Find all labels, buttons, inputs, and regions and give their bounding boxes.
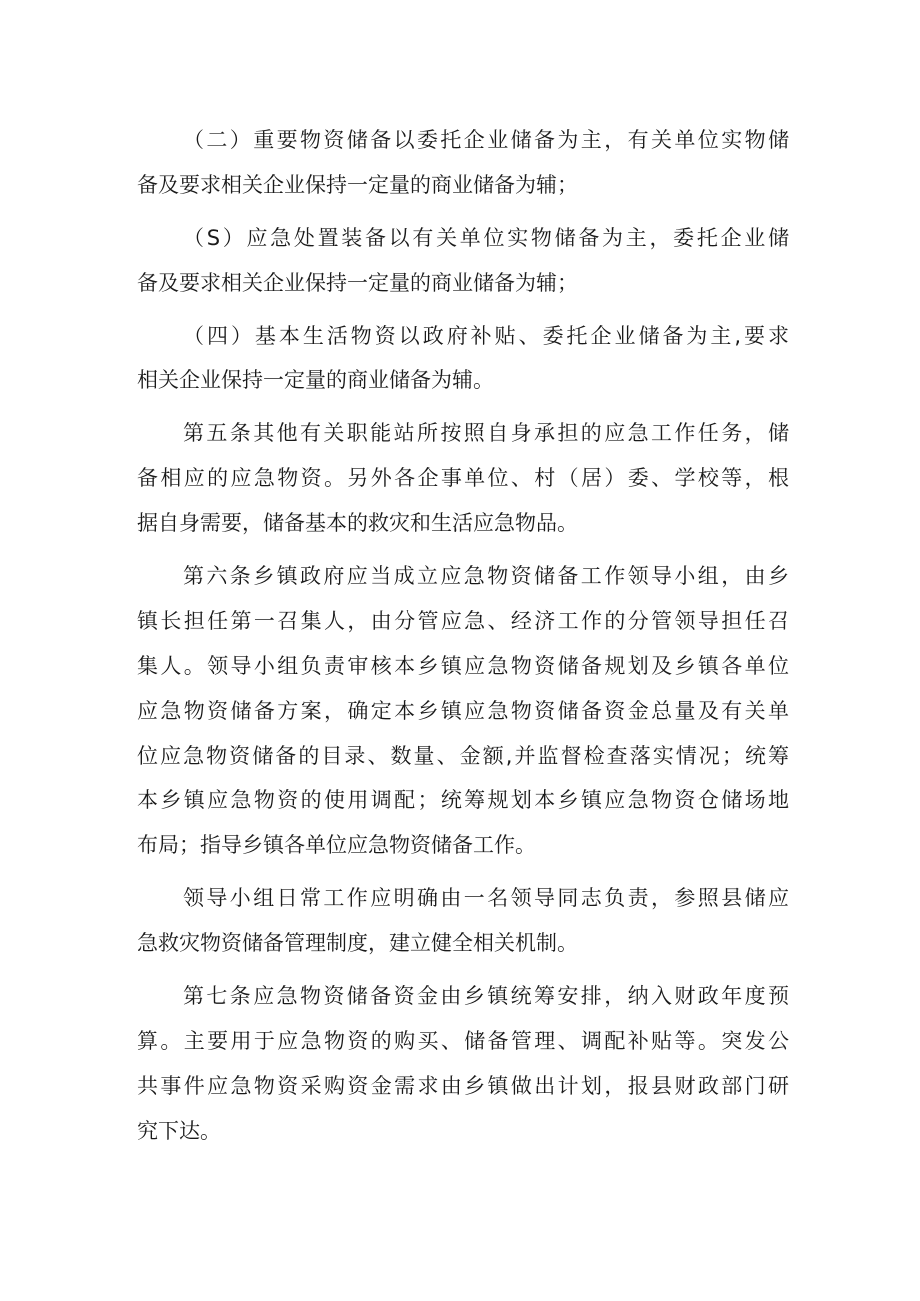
text-line: 算。主要用于应急物资的购买、储备管理、调配补贴等。突发公 xyxy=(137,1028,789,1053)
text-line: 相关企业保持一定量的商业储备为辅。 xyxy=(137,368,494,393)
text-line: 领导小组日常工作应明确由一名领导同志负责，参照县储应 xyxy=(183,886,789,911)
text-line: 究下达。 xyxy=(137,1118,221,1143)
text-line: 本乡镇应急物资的使用调配；统筹规划本乡镇应急物资仓储场地 xyxy=(137,788,789,813)
text-line: 备及要求相关企业保持一定量的商业储备为辅； xyxy=(137,172,578,197)
paragraph-article-5 xyxy=(137,411,789,546)
text-line: 备相应的应急物资。另外各企事单位、村（居）委、学校等，根 xyxy=(137,466,789,491)
text-line: 集人。领导小组负责审核本乡镇应急物资储备规划及乡镇各单位 xyxy=(137,653,789,678)
body-text xyxy=(137,118,789,1162)
text-line: 位应急物资储备的目录、数量、金额,并监督检查落实情况；统筹 xyxy=(137,743,789,768)
text-line: 布局；指导乡镇各单位应急物资储备工作。 xyxy=(137,833,536,858)
text-line: 第五条其他有关职能站所按照自身承担的应急工作任务，储 xyxy=(183,421,789,446)
text-line: 共事件应急物资采购资金需求由乡镇做出计划，报县财政部门研 xyxy=(137,1073,789,1098)
paragraph-article-7 xyxy=(137,974,789,1154)
paragraph-item-2-reserve xyxy=(137,118,789,208)
text-line: 据自身需要，储备基本的救灾和生活应急物品。 xyxy=(137,511,578,536)
paragraph-article-6 xyxy=(137,554,789,868)
text-line: （二）重要物资储备以委托企业储备为主，有关单位实物储 xyxy=(183,128,789,152)
text-line: 备及要求相关企业保持一定量的商业储备为辅； xyxy=(137,270,578,295)
text-line: （四）基本生活物资以政府补贴、委托企业储备为主,要求 xyxy=(183,323,789,348)
text-line: 第六条乡镇政府应当成立应急物资储备工作领导小组，由乡 xyxy=(183,564,789,589)
text-line: 急救灾物资储备管理制度，建立健全相关机制。 xyxy=(137,931,578,956)
paragraph-item-3-equipment xyxy=(137,216,789,306)
text-line: 应急物资储备方案，确定本乡镇应急物资储备资金总量及有关单 xyxy=(137,698,789,723)
paragraph-leading-group xyxy=(137,876,789,966)
text-line: （S）应急处置装备以有关单位实物储备为主，委托企业储 xyxy=(183,225,789,250)
text-line: 第七条应急物资储备资金由乡镇统筹安排，纳入财政年度预 xyxy=(183,984,789,1009)
text-line: 镇长担任第一召集人，由分管应急、经济工作的分管领导担任召 xyxy=(137,608,789,633)
paragraph-item-4-living-supplies xyxy=(137,314,789,404)
